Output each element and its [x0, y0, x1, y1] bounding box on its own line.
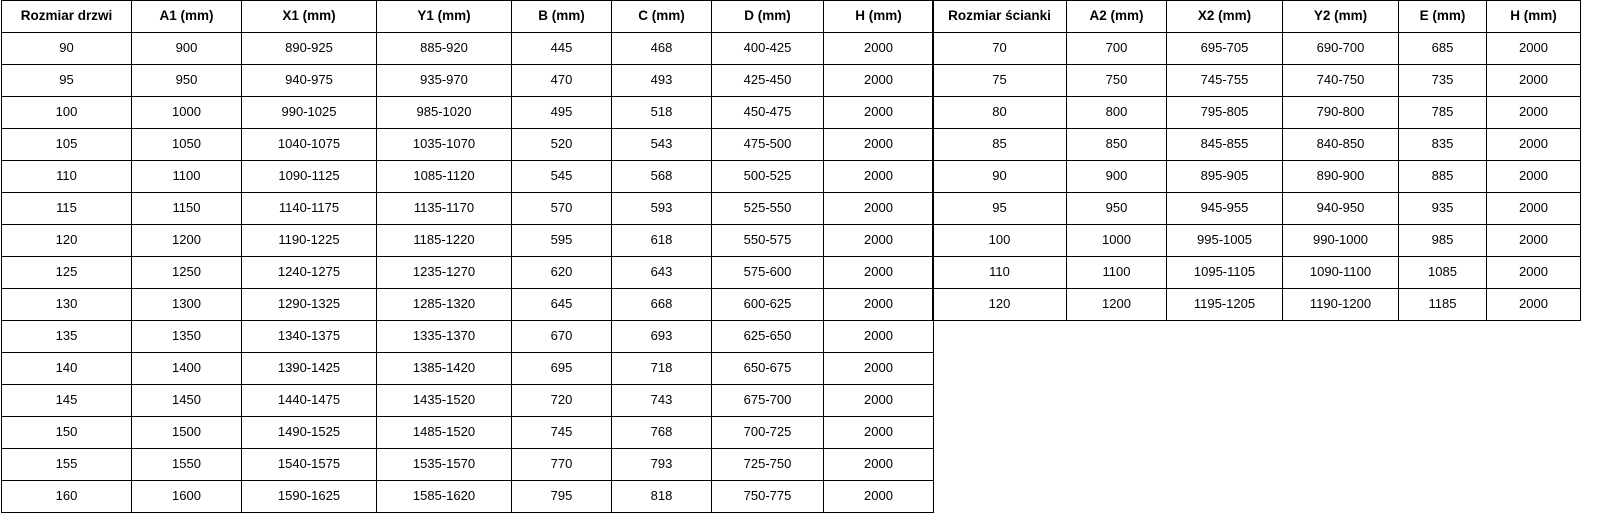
table-cell: 2000: [1487, 225, 1581, 257]
table-row: [2, 385, 934, 417]
table-cell: 800: [1067, 97, 1167, 129]
table-cell: 1135-1170: [377, 193, 512, 225]
table-cell: 1535-1570: [377, 449, 512, 481]
table-cell: 845-855: [1167, 129, 1283, 161]
table-cell: 110: [2, 161, 132, 193]
table-cell: 1000: [1067, 225, 1167, 257]
table-cell: 110: [933, 257, 1067, 289]
table-row: [2, 481, 934, 513]
table-cell: 650-675: [712, 353, 824, 385]
table-cell: 1195-1205: [1167, 289, 1283, 321]
table-cell: 743: [612, 385, 712, 417]
table-row: [2, 449, 934, 481]
table-cell: 2000: [1487, 97, 1581, 129]
doors-column-header: Y1 (mm): [377, 1, 512, 33]
table-row: [2, 161, 934, 193]
table-cell: 745: [512, 417, 612, 449]
table-cell: 700-725: [712, 417, 824, 449]
table-row: [933, 257, 1581, 289]
table-cell: 643: [612, 257, 712, 289]
table-cell: 570: [512, 193, 612, 225]
table-cell: 1100: [132, 161, 242, 193]
table-cell: 2000: [1487, 193, 1581, 225]
table-cell: 950: [1067, 193, 1167, 225]
table-cell: 995-1005: [1167, 225, 1283, 257]
doors-column-header: A1 (mm): [132, 1, 242, 33]
table-cell: 768: [612, 417, 712, 449]
table-cell: 1440-1475: [242, 385, 377, 417]
table-row: [933, 193, 1581, 225]
table-cell: 900: [1067, 161, 1167, 193]
table-row: [2, 417, 934, 449]
table-cell: 950: [132, 65, 242, 97]
doors-column-header: X1 (mm): [242, 1, 377, 33]
table-cell: 2000: [824, 129, 934, 161]
table-cell: 2000: [1487, 257, 1581, 289]
wall-column-header: E (mm): [1399, 1, 1487, 33]
table-cell: 1540-1575: [242, 449, 377, 481]
table-cell: 1085: [1399, 257, 1487, 289]
table-cell: 135: [2, 321, 132, 353]
table-cell: 1285-1320: [377, 289, 512, 321]
table-cell: 890-900: [1283, 161, 1399, 193]
table-cell: 2000: [824, 289, 934, 321]
doors-column-header: C (mm): [612, 1, 712, 33]
table-cell: 120: [2, 225, 132, 257]
table-row: [2, 65, 934, 97]
table-cell: 835: [1399, 129, 1487, 161]
table-row: [933, 161, 1581, 193]
table-cell: 85: [933, 129, 1067, 161]
doors-column-header: H (mm): [824, 1, 934, 33]
table-cell: 693: [612, 321, 712, 353]
table-cell: 475-500: [712, 129, 824, 161]
table-cell: 770: [512, 449, 612, 481]
wall-column-header: A2 (mm): [1067, 1, 1167, 33]
table-row: [2, 97, 934, 129]
table-cell: 690-700: [1283, 33, 1399, 65]
table-cell: 795-805: [1167, 97, 1283, 129]
table-cell: 1435-1520: [377, 385, 512, 417]
table-cell: 618: [612, 225, 712, 257]
table-cell: 450-475: [712, 97, 824, 129]
table-cell: 940-950: [1283, 193, 1399, 225]
table-cell: 125: [2, 257, 132, 289]
table-cell: 1035-1070: [377, 129, 512, 161]
table-cell: 790-800: [1283, 97, 1399, 129]
table-row: [2, 193, 934, 225]
table-cell: 785: [1399, 97, 1487, 129]
table-cell: 818: [612, 481, 712, 513]
table-cell: 1250: [132, 257, 242, 289]
table-cell: 1450: [132, 385, 242, 417]
table-cell: 720: [512, 385, 612, 417]
table-cell: 1040-1075: [242, 129, 377, 161]
table-row: [2, 257, 934, 289]
table-cell: 1190-1225: [242, 225, 377, 257]
table-cell: 1240-1275: [242, 257, 377, 289]
table-cell: 1340-1375: [242, 321, 377, 353]
table-cell: 2000: [1487, 129, 1581, 161]
wall-table-body: [933, 33, 1581, 321]
table-cell: 718: [612, 353, 712, 385]
table-cell: 850: [1067, 129, 1167, 161]
wall-column-header: Y2 (mm): [1283, 1, 1399, 33]
table-cell: 793: [612, 449, 712, 481]
table-cell: 2000: [824, 321, 934, 353]
table-cell: 2000: [824, 161, 934, 193]
table-cell: 935: [1399, 193, 1487, 225]
table-cell: 468: [612, 33, 712, 65]
table-cell: 1490-1525: [242, 417, 377, 449]
table-cell: 1100: [1067, 257, 1167, 289]
table-cell: 945-955: [1167, 193, 1283, 225]
table-cell: 1385-1420: [377, 353, 512, 385]
table-row: [2, 353, 934, 385]
table-cell: 495: [512, 97, 612, 129]
table-header-row: [2, 1, 934, 33]
table-cell: 400-425: [712, 33, 824, 65]
table-row: [933, 65, 1581, 97]
table-cell: 1485-1520: [377, 417, 512, 449]
table-cell: 70: [933, 33, 1067, 65]
table-cell: 685: [1399, 33, 1487, 65]
table-cell: 1200: [132, 225, 242, 257]
table-cell: 700: [1067, 33, 1167, 65]
table-cell: 795: [512, 481, 612, 513]
wall-column-header: Rozmiar ścianki: [933, 1, 1067, 33]
table-cell: 1600: [132, 481, 242, 513]
table-cell: 668: [612, 289, 712, 321]
table-header-row: [933, 1, 1581, 33]
table-cell: 990-1000: [1283, 225, 1399, 257]
table-cell: 1390-1425: [242, 353, 377, 385]
table-row: [933, 33, 1581, 65]
table-cell: 545: [512, 161, 612, 193]
table-cell: 445: [512, 33, 612, 65]
table-cell: 885-920: [377, 33, 512, 65]
table-cell: 75: [933, 65, 1067, 97]
table-cell: 90: [933, 161, 1067, 193]
table-row: [2, 129, 934, 161]
table-cell: 985: [1399, 225, 1487, 257]
table-cell: 95: [2, 65, 132, 97]
table-cell: 1585-1620: [377, 481, 512, 513]
table-cell: 1550: [132, 449, 242, 481]
table-cell: 625-650: [712, 321, 824, 353]
doors-column-header: B (mm): [512, 1, 612, 33]
table-cell: 1090-1125: [242, 161, 377, 193]
doors-column-header: Rozmiar drzwi: [2, 1, 132, 33]
table-cell: 160: [2, 481, 132, 513]
doors-table-body: [2, 33, 934, 513]
table-cell: 645: [512, 289, 612, 321]
table-cell: 1095-1105: [1167, 257, 1283, 289]
table-cell: 670: [512, 321, 612, 353]
table-row: [2, 321, 934, 353]
table-cell: 750-775: [712, 481, 824, 513]
table-cell: 95: [933, 193, 1067, 225]
table-cell: 520: [512, 129, 612, 161]
doors-dimensions-table-container: [1, 0, 902, 513]
table-cell: 990-1025: [242, 97, 377, 129]
table-cell: 840-850: [1283, 129, 1399, 161]
table-cell: 895-905: [1167, 161, 1283, 193]
table-cell: 2000: [1487, 33, 1581, 65]
table-cell: 543: [612, 129, 712, 161]
table-cell: 2000: [824, 257, 934, 289]
table-cell: 2000: [824, 353, 934, 385]
table-cell: 1050: [132, 129, 242, 161]
table-cell: 470: [512, 65, 612, 97]
table-cell: 2000: [824, 33, 934, 65]
table-cell: 940-975: [242, 65, 377, 97]
table-cell: 675-700: [712, 385, 824, 417]
wall-dimensions-table-container: [932, 0, 1560, 321]
table-cell: 745-755: [1167, 65, 1283, 97]
table-row: [2, 289, 934, 321]
table-cell: 115: [2, 193, 132, 225]
table-cell: 105: [2, 129, 132, 161]
table-cell: 1085-1120: [377, 161, 512, 193]
wall-column-header: X2 (mm): [1167, 1, 1283, 33]
wall-dimensions-table: [932, 0, 1581, 321]
table-cell: 2000: [824, 225, 934, 257]
table-cell: 900: [132, 33, 242, 65]
table-cell: 1350: [132, 321, 242, 353]
table-cell: 1235-1270: [377, 257, 512, 289]
table-cell: 1150: [132, 193, 242, 225]
table-cell: 1500: [132, 417, 242, 449]
table-cell: 1290-1325: [242, 289, 377, 321]
table-cell: 1300: [132, 289, 242, 321]
table-cell: 500-525: [712, 161, 824, 193]
table-cell: 1185-1220: [377, 225, 512, 257]
table-cell: 518: [612, 97, 712, 129]
table-cell: 885: [1399, 161, 1487, 193]
table-cell: 140: [2, 353, 132, 385]
table-row: [933, 289, 1581, 321]
table-cell: 2000: [824, 385, 934, 417]
table-cell: 750: [1067, 65, 1167, 97]
table-cell: 2000: [824, 65, 934, 97]
table-cell: 600-625: [712, 289, 824, 321]
table-cell: 595: [512, 225, 612, 257]
table-cell: 725-750: [712, 449, 824, 481]
table-cell: 740-750: [1283, 65, 1399, 97]
doors-dimensions-table: [1, 0, 934, 513]
table-row: [933, 97, 1581, 129]
table-cell: 425-450: [712, 65, 824, 97]
table-cell: 695: [512, 353, 612, 385]
table-cell: 155: [2, 449, 132, 481]
table-cell: 695-705: [1167, 33, 1283, 65]
table-cell: 2000: [1487, 65, 1581, 97]
table-cell: 130: [2, 289, 132, 321]
table-cell: 2000: [824, 193, 934, 225]
table-cell: 1090-1100: [1283, 257, 1399, 289]
table-cell: 145: [2, 385, 132, 417]
table-cell: 1590-1625: [242, 481, 377, 513]
table-cell: 80: [933, 97, 1067, 129]
table-row: [933, 129, 1581, 161]
table-cell: 1400: [132, 353, 242, 385]
table-cell: 1000: [132, 97, 242, 129]
table-cell: 550-575: [712, 225, 824, 257]
table-cell: 525-550: [712, 193, 824, 225]
table-cell: 985-1020: [377, 97, 512, 129]
table-cell: 575-600: [712, 257, 824, 289]
wall-table-head: [933, 1, 1581, 33]
table-cell: 2000: [824, 481, 934, 513]
table-row: [933, 225, 1581, 257]
table-row: [2, 225, 934, 257]
table-cell: 90: [2, 33, 132, 65]
table-cell: 100: [933, 225, 1067, 257]
table-cell: 150: [2, 417, 132, 449]
table-cell: 735: [1399, 65, 1487, 97]
table-cell: 2000: [824, 449, 934, 481]
table-cell: 2000: [824, 417, 934, 449]
table-row: [2, 33, 934, 65]
table-cell: 2000: [1487, 161, 1581, 193]
table-cell: 2000: [1487, 289, 1581, 321]
doors-column-header: D (mm): [712, 1, 824, 33]
table-cell: 935-970: [377, 65, 512, 97]
doors-table-head: [2, 1, 934, 33]
table-cell: 890-925: [242, 33, 377, 65]
table-cell: 1190-1200: [1283, 289, 1399, 321]
table-cell: 120: [933, 289, 1067, 321]
table-cell: 568: [612, 161, 712, 193]
table-cell: 620: [512, 257, 612, 289]
wall-column-header: H (mm): [1487, 1, 1581, 33]
table-cell: 2000: [824, 97, 934, 129]
table-cell: 593: [612, 193, 712, 225]
table-cell: 1140-1175: [242, 193, 377, 225]
table-cell: 1200: [1067, 289, 1167, 321]
table-cell: 1335-1370: [377, 321, 512, 353]
table-cell: 100: [2, 97, 132, 129]
table-cell: 1185: [1399, 289, 1487, 321]
table-cell: 493: [612, 65, 712, 97]
